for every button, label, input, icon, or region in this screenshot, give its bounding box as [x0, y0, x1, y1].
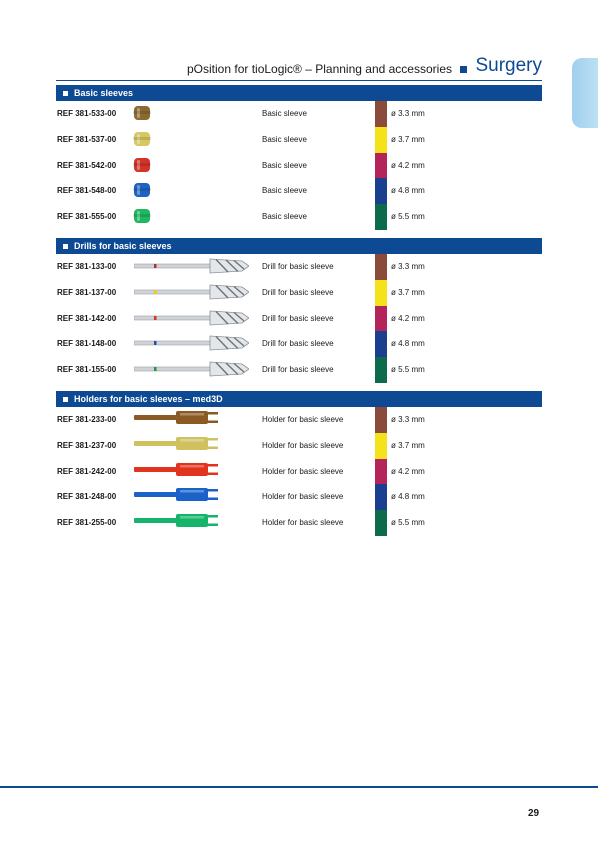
holder-image [134, 408, 220, 435]
product-ref: REF 381-237-00 [57, 440, 117, 450]
chapter-tab [572, 58, 598, 128]
product-row [56, 153, 542, 179]
product-diameter: ø 4.8 mm [391, 339, 425, 349]
product-ref: REF 381-548-00 [57, 186, 117, 196]
color-swatch [375, 280, 387, 306]
sleeve-image [132, 130, 152, 153]
bullet-square-icon [63, 91, 68, 96]
section-drills [56, 238, 542, 383]
color-swatch [375, 101, 387, 127]
product-description: Holder for basic sleeve [262, 440, 344, 450]
color-swatch [375, 510, 387, 536]
section-bar [56, 391, 542, 407]
header-subtitle: pOsition for tioLogic® – Planning and accessories [187, 62, 452, 76]
product-description: Drill for basic sleeve [262, 365, 334, 374]
product-description: Basic sleeve [262, 212, 307, 221]
drill-image [134, 359, 249, 384]
product-row [56, 127, 542, 153]
product-row [56, 484, 542, 510]
product-diameter: ø 3.7 mm [391, 134, 425, 144]
product-diameter: ø 4.8 mm [391, 186, 425, 196]
product-description: Basic sleeve [262, 186, 307, 196]
product-ref: REF 381-537-00 [57, 134, 117, 144]
product-row [56, 407, 542, 433]
color-swatch [375, 407, 387, 433]
product-description: Holder for basic sleeve [262, 415, 344, 424]
product-ref: REF 381-142-00 [57, 313, 117, 323]
product-row [56, 433, 542, 459]
header-square-icon [460, 66, 467, 73]
product-row [56, 204, 542, 230]
drill-image [134, 308, 249, 333]
product-description: Holder for basic sleeve [262, 492, 344, 502]
product-diameter: ø 3.3 mm [391, 109, 425, 118]
product-ref: REF 381-242-00 [57, 466, 117, 476]
header-rule [56, 80, 542, 81]
section-basic-sleeves [56, 85, 542, 230]
color-swatch [375, 178, 387, 204]
product-ref: REF 381-255-00 [57, 518, 117, 527]
product-row [56, 306, 542, 332]
product-ref: REF 381-133-00 [57, 262, 117, 271]
color-swatch [375, 357, 387, 383]
product-ref: REF 381-233-00 [57, 415, 117, 424]
product-diameter: ø 3.3 mm [391, 415, 425, 424]
product-ref: REF 381-248-00 [57, 492, 117, 502]
product-diameter: ø 5.5 mm [391, 212, 425, 221]
product-diameter: ø 3.7 mm [391, 440, 425, 450]
holder-image [134, 434, 220, 461]
section-bar [56, 85, 542, 101]
product-row [56, 178, 542, 204]
product-description: Drill for basic sleeve [262, 287, 334, 297]
product-ref: REF 381-155-00 [57, 365, 117, 374]
color-swatch [375, 127, 387, 153]
color-swatch [375, 459, 387, 485]
page-header [0, 52, 542, 80]
product-ref: REF 381-555-00 [57, 212, 117, 221]
product-diameter: ø 4.2 mm [391, 313, 425, 323]
product-row [56, 280, 542, 306]
bullet-square-icon [63, 244, 68, 249]
sleeve-image [132, 207, 152, 230]
color-swatch [375, 153, 387, 179]
product-ref: REF 381-533-00 [57, 109, 117, 118]
drill-image [134, 256, 249, 281]
holder-image [134, 460, 220, 487]
drill-image [134, 282, 249, 307]
sleeve-image [132, 181, 152, 204]
product-row [56, 101, 542, 127]
product-row [56, 459, 542, 485]
product-description: Basic sleeve [262, 160, 307, 170]
section-title: Drills for basic sleeves [74, 241, 172, 251]
product-diameter: ø 4.2 mm [391, 466, 425, 476]
color-swatch [375, 204, 387, 230]
product-diameter: ø 3.3 mm [391, 262, 425, 271]
page-number: 29 [528, 808, 540, 819]
product-description: Holder for basic sleeve [262, 518, 344, 527]
product-row [56, 510, 542, 536]
product-diameter: ø 4.8 mm [391, 492, 425, 502]
header-section-title: Surgery [475, 55, 542, 76]
color-swatch [375, 306, 387, 332]
product-description: Drill for basic sleeve [262, 313, 334, 323]
section-title: Holders for basic sleeves – med3D [74, 394, 223, 404]
footer-rule [0, 786, 598, 788]
color-swatch [375, 254, 387, 280]
color-swatch [375, 331, 387, 357]
product-description: Basic sleeve [262, 109, 307, 118]
product-row [56, 254, 542, 280]
product-diameter: ø 3.7 mm [391, 287, 425, 297]
holder-image [134, 485, 220, 512]
section-bar [56, 238, 542, 254]
product-row [56, 331, 542, 357]
product-ref: REF 381-137-00 [57, 287, 117, 297]
product-ref: REF 381-542-00 [57, 160, 117, 170]
product-description: Basic sleeve [262, 134, 307, 144]
product-description: Drill for basic sleeve [262, 339, 334, 349]
section-holders [56, 391, 542, 536]
drill-image [134, 333, 249, 358]
color-swatch [375, 484, 387, 510]
product-description: Holder for basic sleeve [262, 466, 344, 476]
product-ref: REF 381-148-00 [57, 339, 117, 349]
sleeve-image [132, 104, 152, 127]
color-swatch [375, 433, 387, 459]
product-diameter: ø 5.5 mm [391, 365, 425, 374]
holder-image [134, 511, 220, 538]
product-description: Drill for basic sleeve [262, 262, 334, 271]
product-diameter: ø 5.5 mm [391, 518, 425, 527]
sleeve-image [132, 156, 152, 179]
bullet-square-icon [63, 397, 68, 402]
product-row [56, 357, 542, 383]
product-diameter: ø 4.2 mm [391, 160, 425, 170]
section-title: Basic sleeves [74, 88, 134, 98]
